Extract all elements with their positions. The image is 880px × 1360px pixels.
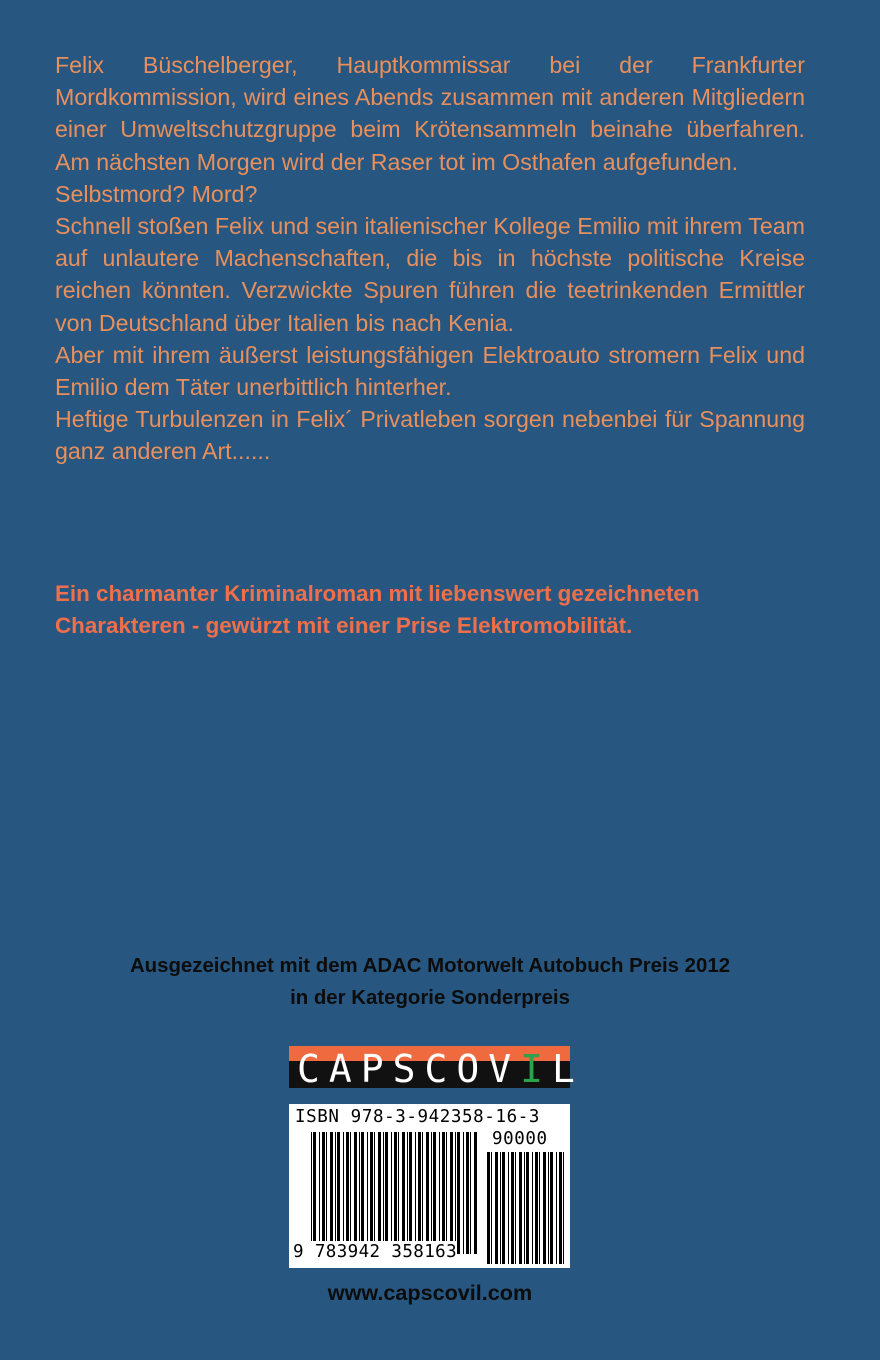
logo-lettering [289, 1047, 584, 1091]
barcode-bar [450, 1132, 453, 1254]
barcode-bar [383, 1132, 384, 1254]
blurb-paragraph-5: Heftige Turbulenzen in Felix´ Privatleben sorgen nebenbei für Spannung ganz anderen Art...... [55, 406, 805, 465]
barcode-bar [326, 1132, 327, 1254]
barcode-bar [313, 1132, 316, 1254]
barcode-bar [487, 1152, 490, 1264]
tagline [55, 578, 815, 642]
tagline-line-1: Ein charmanter Kriminalroman mit liebenswert gezeichneten [55, 581, 700, 606]
barcode-bar [474, 1132, 477, 1254]
barcode-bar [359, 1132, 360, 1254]
barcode-bar [402, 1132, 405, 1254]
barcode-bar [398, 1132, 399, 1254]
barcode-bar [350, 1132, 351, 1254]
barcode-bar [439, 1132, 440, 1254]
barcode-bar [532, 1152, 533, 1264]
barcode-bar [515, 1152, 516, 1264]
publisher-website: www.capscovil.com [327, 1280, 533, 1305]
barcode-bar [466, 1132, 469, 1254]
barcode-bar [415, 1132, 416, 1254]
award-line-1: Ausgezeichnet mit dem ADAC Motorwelt Autobuch Preis 2012 [129, 955, 731, 977]
logo-text-end: L [552, 1047, 584, 1091]
barcode-bar [385, 1132, 388, 1254]
barcode-bar [409, 1132, 412, 1254]
barcode-bar [548, 1152, 549, 1264]
barcode-bar [550, 1152, 553, 1264]
isbn-barcode [289, 1104, 570, 1268]
barcode-bar [511, 1152, 514, 1264]
barcode-bar [374, 1132, 375, 1254]
barcode-bar [491, 1152, 492, 1264]
logo-text-accent: I [520, 1047, 553, 1091]
barcode-bar [418, 1132, 421, 1254]
barcode-bar [524, 1152, 525, 1264]
award-notice [0, 950, 860, 1014]
barcode-bar [556, 1152, 557, 1264]
addon-digits: 90000 [492, 1129, 548, 1149]
award-line-2: in der Kategorie Sonderpreis [290, 987, 570, 1009]
publisher-logo [289, 1046, 584, 1091]
barcode-bar [319, 1132, 320, 1254]
barcode-bar [457, 1132, 460, 1254]
logo-text-start: CAPSCOV [297, 1047, 521, 1091]
barcode-bar [370, 1132, 373, 1254]
barcode-bar [535, 1152, 538, 1264]
barcode-bar [361, 1132, 364, 1254]
barcode-bar [311, 1132, 312, 1254]
barcode-bar [495, 1152, 498, 1264]
barcode-bar [322, 1132, 325, 1254]
barcode-bar [433, 1132, 436, 1254]
barcode-bar [330, 1132, 333, 1254]
ean-digits: 9 783942 358163 [293, 1242, 458, 1262]
barcode-bar [526, 1152, 529, 1264]
barcode-bar [378, 1132, 381, 1254]
barcode-bar [343, 1132, 344, 1254]
barcode-bar [354, 1132, 357, 1254]
barcode-bar [559, 1152, 562, 1264]
barcode-bar [519, 1152, 522, 1264]
barcode-bar [543, 1152, 546, 1264]
barcode-bar [367, 1132, 368, 1254]
barcode-bar [442, 1132, 445, 1254]
barcode-bar [346, 1132, 349, 1254]
barcode-bar [407, 1132, 408, 1254]
barcode-bar [337, 1132, 340, 1254]
isbn-label: ISBN 978-3-942358-16-3 [295, 1107, 540, 1127]
barcode-bar [502, 1152, 505, 1264]
blurb-paragraph-3: Schnell stoßen Felix und sein italienischer Kollege Emilio mit ihrem Team auf unlautere Machenschaften, die bis in höchste politische Kreise reichen könnten. Verzwickte Spuren führen die teetrinkenden Ermittler von Deutschland über Italien bis nach Kenia. [55, 213, 805, 336]
blurb-text [55, 49, 805, 468]
barcode-bar [470, 1132, 471, 1254]
barcode-bar [391, 1132, 392, 1254]
blurb-paragraph-4: Aber mit ihrem äußerst leistungsfähigen Elektroauto stromern Felix und Emilio dem Täter unerbittlich hinterher. [55, 341, 805, 401]
barcode-bar [539, 1152, 540, 1264]
blurb-paragraph-1: Felix Büschelberger, Hauptkommissar bei der Frankfurter Mordkommission, wird eines Abends zusammen mit anderen Mitgliedern einer Umweltschutzgruppe beim Krötensammeln beinahe überfahren. Am nächsten Morgen wird der Raser tot im Osthafen aufgefunden. [55, 52, 805, 175]
barcode-bar [431, 1132, 432, 1254]
barcode-bar [394, 1132, 397, 1254]
barcode-bar [508, 1152, 509, 1264]
barcode-bar [455, 1132, 456, 1254]
tagline-line-2: Charakteren - gewürzt mit einer Prise Elektromobilität. [55, 613, 633, 638]
barcode-bar [463, 1132, 464, 1254]
barcode-bar [563, 1152, 564, 1264]
barcode-bar [500, 1152, 501, 1264]
barcode-bar [446, 1132, 447, 1254]
barcode-bar [335, 1132, 336, 1254]
barcode-bar [422, 1132, 423, 1254]
barcode-bar [426, 1132, 429, 1254]
blurb-paragraph-2: Selbstmord? Mord? [55, 180, 258, 207]
